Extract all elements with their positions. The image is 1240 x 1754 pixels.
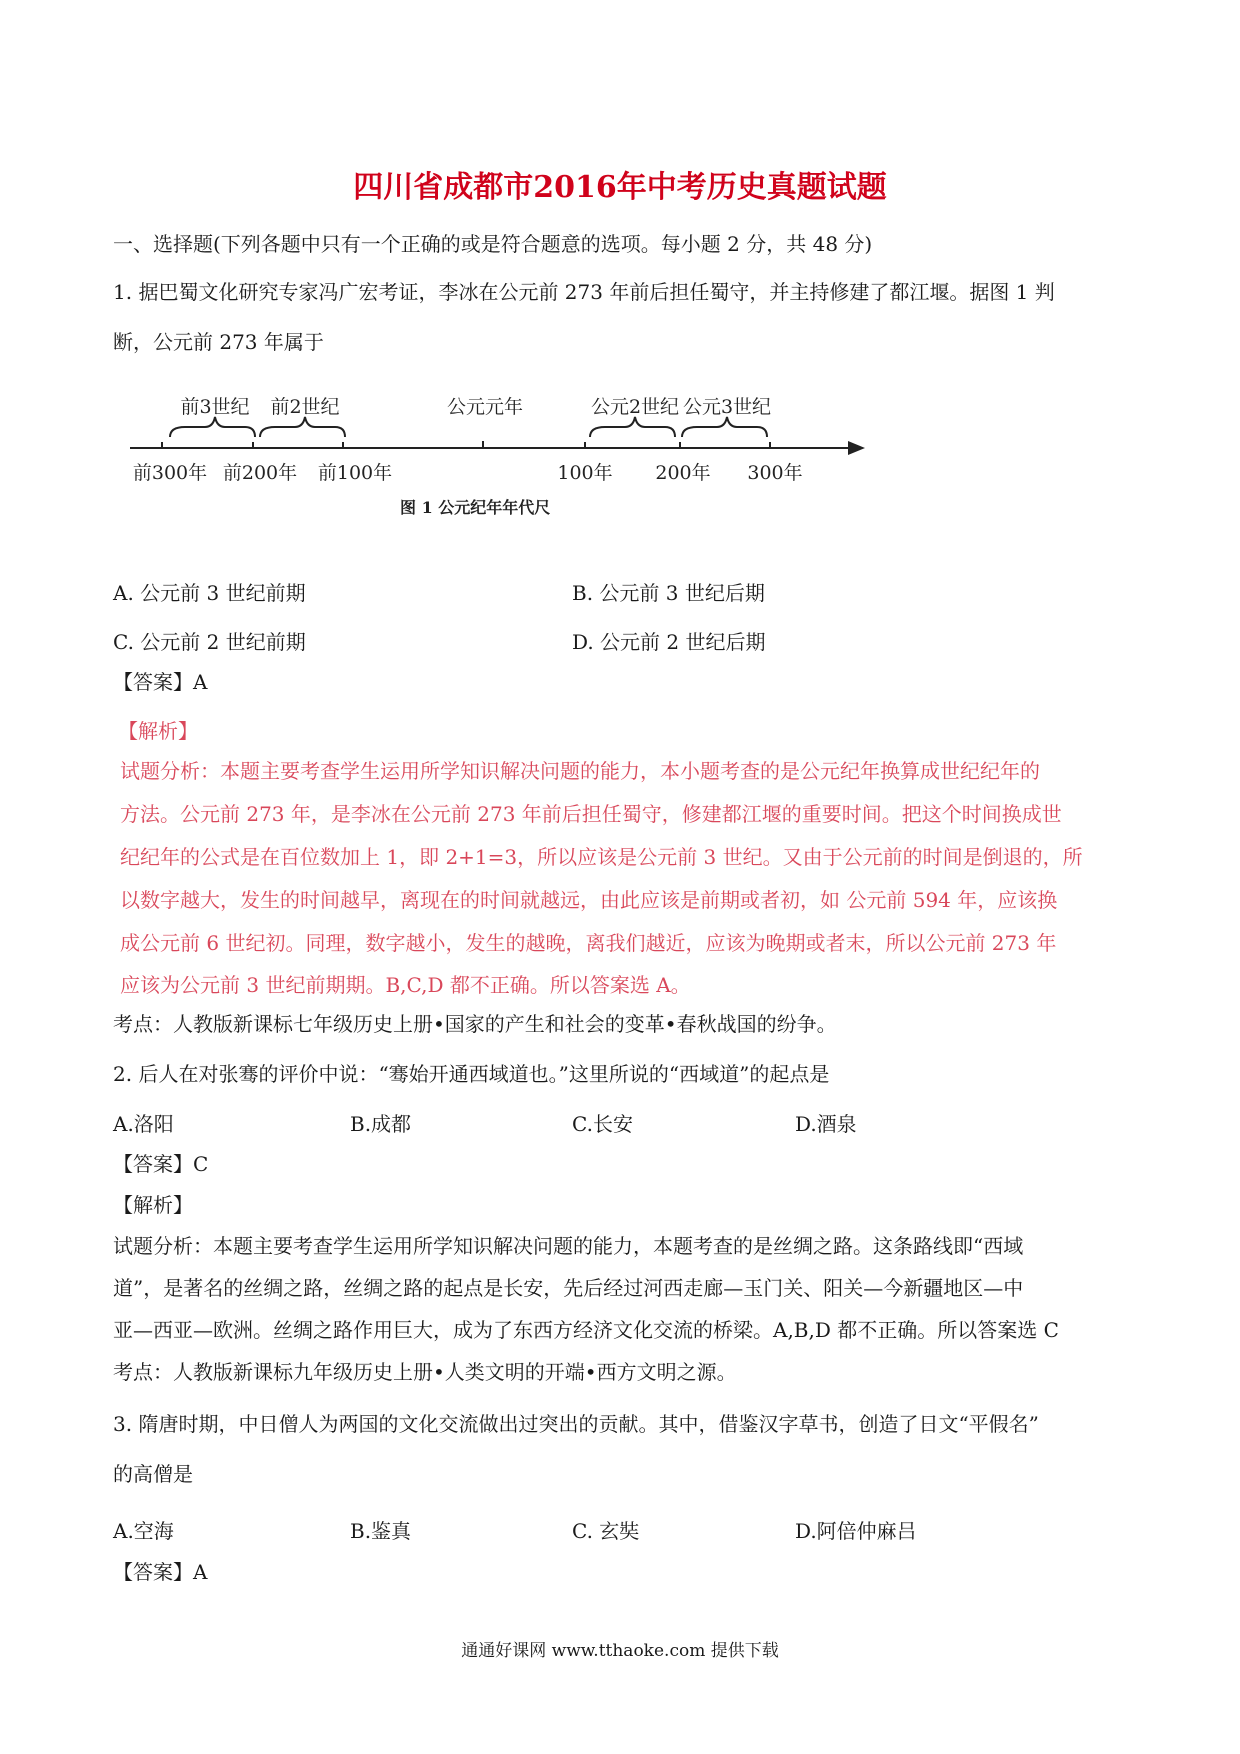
brace-label-bc3: 前3世纪 bbox=[180, 396, 250, 418]
q2-answer: 【答案】C bbox=[113, 1152, 209, 1176]
q3-stem-line1: 3. 隋唐时期，中日僧人为两国的文化交流做出过突出的贡献。其中，借鉴汉字草书，创造了日文“平假名” bbox=[113, 1412, 1039, 1436]
q2-analysis-heading: 【解析】 bbox=[113, 1193, 193, 1217]
q2-analysis-line: 试题分析：本题主要考查学生运用所学知识解决问题的能力，本题考查的是丝绸之路。这条路线即“西域 bbox=[113, 1234, 1024, 1258]
q2-analysis-line: 道”，是著名的丝绸之路，丝绸之路的起点是长安，先后经过河西走廊—玉门关、阳关—今新疆地区—中 bbox=[113, 1276, 1024, 1300]
q1-stem-line1: 1. 据巴蜀文化研究专家冯广宏考证，李冰在公元前 273 年前后担任蜀守，并主持修建了都江堰。据图 1 判 bbox=[113, 280, 1055, 304]
q1-stem-line2: 断，公元前 273 年属于 bbox=[113, 330, 324, 354]
brace-label-ad2: 公元2世纪 bbox=[590, 396, 680, 418]
q1-option-d: D. 公元前 2 世纪后期 bbox=[572, 630, 766, 654]
q1-analysis-line: 试题分析：本题主要考查学生运用所学知识解决问题的能力，本小题考查的是公元纪年换算成世纪纪年的 bbox=[120, 759, 1040, 783]
brace-bc3 bbox=[170, 417, 255, 437]
q1-option-a: A. 公元前 3 世纪前期 bbox=[113, 581, 306, 605]
tick-label: 200年 bbox=[655, 462, 711, 484]
brace-ad2 bbox=[590, 417, 675, 437]
brace-label-bc2: 前2世纪 bbox=[270, 396, 340, 418]
brace-ad3 bbox=[682, 417, 767, 437]
timeline-figure bbox=[130, 385, 890, 525]
q1-answer: 【答案】A bbox=[113, 670, 208, 694]
q2-option-b: B.成都 bbox=[350, 1112, 412, 1136]
q1-analysis-line: 纪纪年的公式是在百位数加上 1，即 2+1=3，所以应该是公元前 3 世纪。又由于公元前的时间是倒退的，所 bbox=[120, 845, 1083, 869]
page-title: 四川省成都市2016年中考历史真题试题 bbox=[353, 170, 887, 205]
q3-option-d: D.阿倍仲麻吕 bbox=[795, 1519, 917, 1543]
q2-option-c: C.长安 bbox=[572, 1112, 633, 1136]
q1-option-c: C. 公元前 2 世纪前期 bbox=[113, 630, 306, 654]
tick-label: 300年 bbox=[747, 462, 803, 484]
brace-label-ad3: 公元3世纪 bbox=[682, 396, 772, 418]
q2-analysis-line: 亚—西亚—欧洲。丝绸之路作用巨大，成为了东西方经济文化交流的桥梁。A,B,D 都不正确。所以答案选 C bbox=[113, 1318, 1059, 1342]
q2-option-d: D.酒泉 bbox=[795, 1112, 857, 1136]
q1-analysis-heading: 【解析】 bbox=[118, 719, 198, 743]
tick-label: 前300年 bbox=[132, 462, 208, 484]
q3-option-b: B.鉴真 bbox=[350, 1519, 412, 1543]
q1-analysis-line: 方法。公元前 273 年，是李冰在公元前 273 年前后担任蜀守，修建都江堰的重要时间。把这个时间换成世 bbox=[120, 802, 1062, 826]
section-heading: 一、选择题(下列各题中只有一个正确的或是符合题意的选项。每小题 2 分，共 48 分) bbox=[113, 232, 873, 256]
tick-label: 前200年 bbox=[222, 462, 298, 484]
q3-stem-line2: 的高僧是 bbox=[113, 1462, 193, 1486]
q2-stem: 2. 后人在对张骞的评价中说：“骞始开通西域道也。”这里所说的“西域道”的起点是 bbox=[113, 1062, 830, 1086]
q3-answer: 【答案】A bbox=[113, 1560, 208, 1584]
q2-option-a: A.洛阳 bbox=[113, 1112, 174, 1136]
center-label: 公元元年 bbox=[446, 396, 524, 418]
q3-option-c: C. 玄奘 bbox=[572, 1519, 640, 1543]
q1-kaodian: 考点：人教版新课标七年级历史上册•国家的产生和社会的变革•春秋战国的纷争。 bbox=[113, 1012, 837, 1036]
timeline-arrow bbox=[848, 441, 865, 455]
page-footer: 通通好课网 www.tthaoke.com 提供下载 bbox=[461, 1641, 779, 1661]
q1-analysis-line: 以数字越大，发生的时间越早，离现在的时间就越远，由此应该是前期或者初，如 公元前 594 年，应该换 bbox=[120, 888, 1058, 912]
timeline-svg bbox=[130, 385, 890, 525]
tick-label: 100年 bbox=[557, 462, 613, 484]
tick-label: 前100年 bbox=[317, 462, 393, 484]
q1-analysis-line: 应该为公元前 3 世纪前期期。B,C,D 都不正确。所以答案选 A。 bbox=[120, 973, 691, 997]
figure-caption: 图 1 公元纪年年代尺 bbox=[400, 498, 551, 517]
q1-option-b: B. 公元前 3 世纪后期 bbox=[572, 581, 765, 605]
brace-bc2 bbox=[260, 417, 345, 437]
q3-option-a: A.空海 bbox=[113, 1519, 174, 1543]
q2-kaodian: 考点：人教版新课标九年级历史上册•人类文明的开端•西方文明之源。 bbox=[113, 1360, 737, 1384]
q1-analysis-line: 成公元前 6 世纪初。同理，数字越小，发生的越晚，离我们越近，应该为晚期或者末，所以公元前 273 年 bbox=[120, 931, 1057, 955]
